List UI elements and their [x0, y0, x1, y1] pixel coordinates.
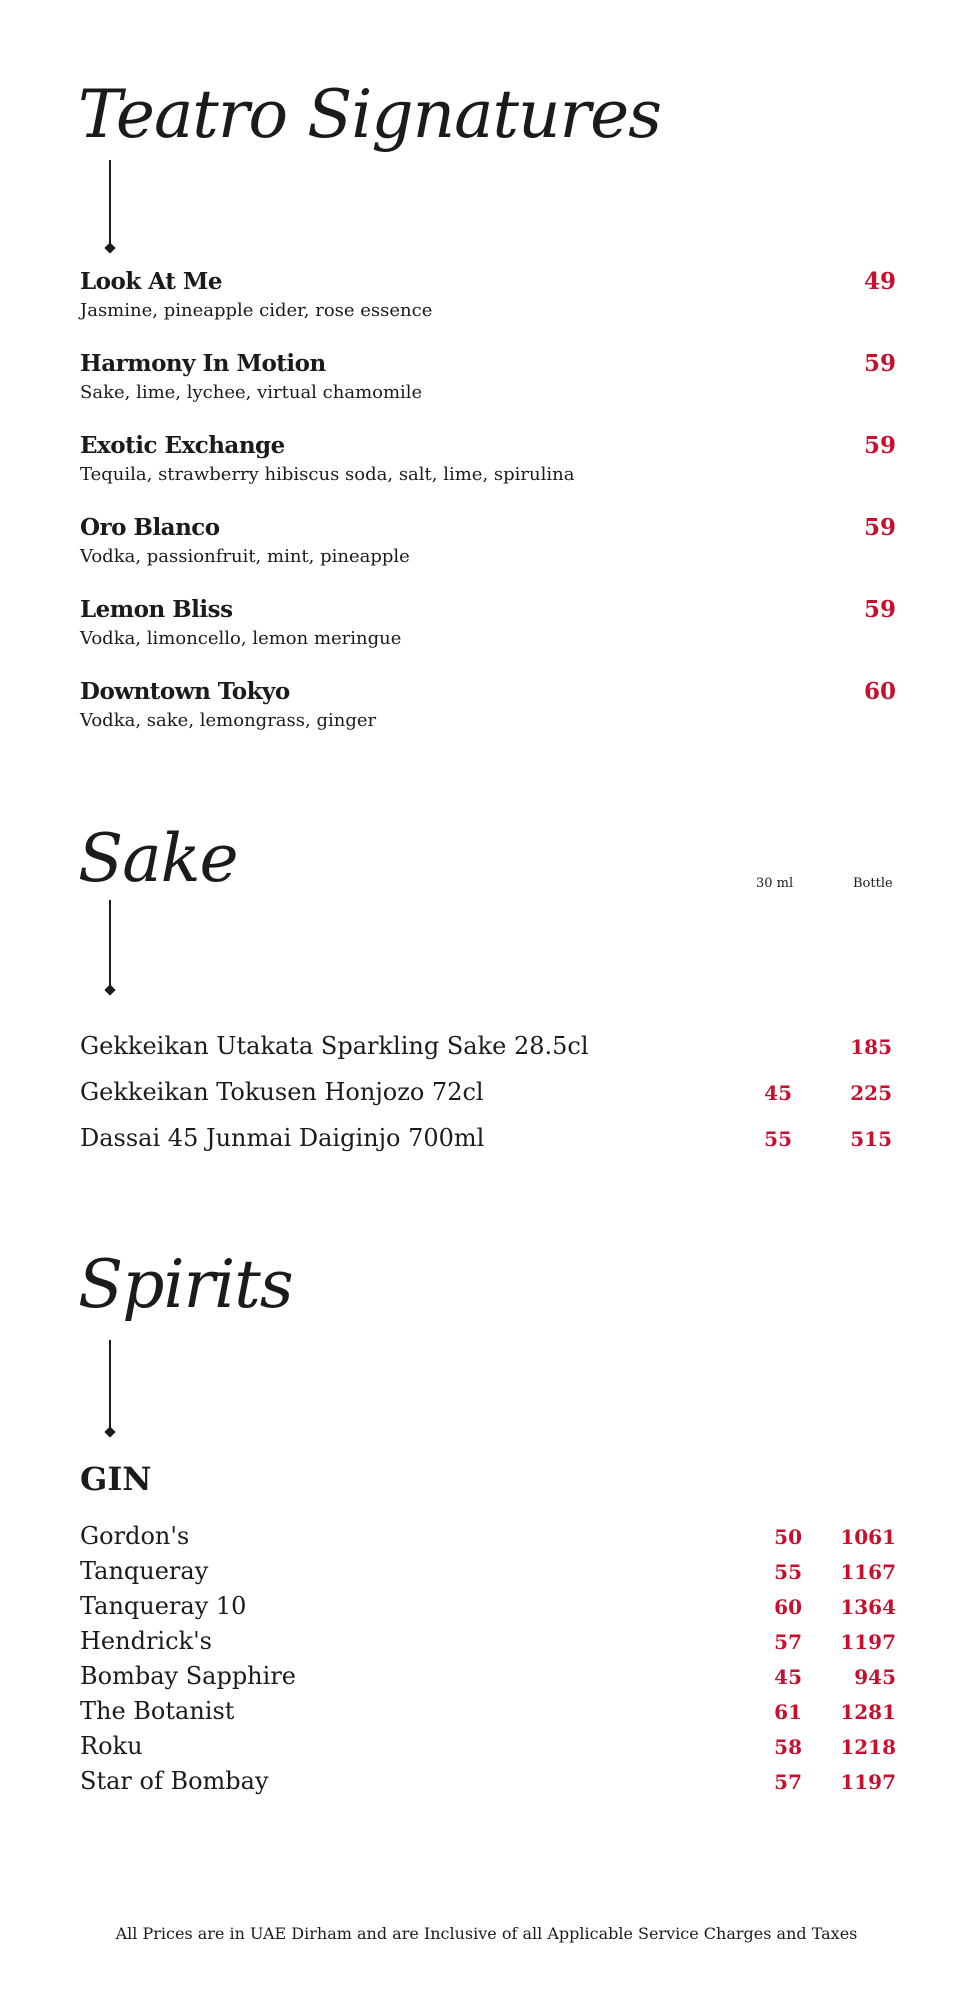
gin-price-glass: 55 — [774, 1560, 802, 1584]
item-price: 59 — [863, 596, 896, 623]
item-description: Sake, lime, lychee, virtual chamomile — [80, 382, 423, 403]
item-price: 49 — [863, 268, 896, 295]
ornament-diamond — [104, 1426, 115, 1437]
gin-price-bottle: 1061 — [840, 1525, 896, 1549]
gin-price-bottle: 1197 — [840, 1630, 896, 1654]
item-name: Look At Me — [80, 268, 222, 295]
gin-price-glass: 45 — [774, 1665, 802, 1689]
item-description: Tequila, strawberry hibiscus soda, salt, lime, spirulina — [80, 464, 575, 485]
gin-name: Roku — [80, 1732, 143, 1760]
section-title-sake: Sake — [78, 820, 238, 897]
menu-item — [80, 350, 896, 410]
column-header-bottle: Bottle — [853, 876, 893, 891]
gin-name: The Botanist — [80, 1697, 235, 1725]
sake-price-30ml: 55 — [764, 1127, 792, 1151]
gin-price-bottle: 945 — [854, 1665, 896, 1689]
ornament-stem — [109, 900, 111, 990]
gin-price-glass: 57 — [774, 1770, 802, 1794]
gin-price-bottle: 1167 — [840, 1560, 896, 1584]
ornament-diamond — [104, 242, 115, 253]
gin-price-glass: 57 — [774, 1630, 802, 1654]
gin-price-bottle: 1364 — [840, 1595, 896, 1619]
ornament-diamond — [104, 984, 115, 995]
item-price: 59 — [863, 432, 896, 459]
footer-note: All Prices are in UAE Dirham and are Inclusive of all Applicable Service Charges and Taxes — [115, 1924, 858, 1943]
item-name: Downtown Tokyo — [80, 678, 290, 705]
gin-name: Hendrick's — [80, 1627, 212, 1655]
sake-price-bottle: 185 — [850, 1035, 892, 1059]
gin-price-bottle: 1281 — [840, 1700, 896, 1724]
gin-price-bottle: 1218 — [840, 1735, 896, 1759]
item-description: Vodka, passionfruit, mint, pineapple — [80, 546, 410, 567]
item-price: 59 — [863, 350, 896, 377]
item-description: Vodka, sake, lemongrass, ginger — [80, 710, 377, 731]
menu-item — [80, 678, 896, 738]
menu-item — [80, 596, 896, 656]
gin-price-bottle: 1197 — [840, 1770, 896, 1794]
gin-price-glass: 61 — [774, 1700, 802, 1724]
gin-price-glass: 60 — [774, 1595, 802, 1619]
item-price: 60 — [863, 678, 896, 705]
item-name: Exotic Exchange — [80, 432, 285, 459]
section-title-spirits: Spirits — [78, 1246, 293, 1323]
gin-name: Bombay Sapphire — [80, 1662, 296, 1690]
gin-name: Tanqueray — [80, 1557, 209, 1585]
gin-name: Gordon's — [80, 1522, 190, 1550]
item-description: Vodka, limoncello, lemon meringue — [80, 628, 402, 649]
item-name: Lemon Bliss — [80, 596, 233, 623]
sake-price-30ml: 45 — [764, 1081, 792, 1105]
menu-item — [80, 432, 896, 492]
gin-price-glass: 50 — [774, 1525, 802, 1549]
sake-name: Dassai 45 Junmai Daiginjo 700ml — [80, 1124, 485, 1152]
section-title-signatures: Teatro Signatures — [78, 76, 662, 153]
gin-name: Star of Bombay — [80, 1767, 269, 1795]
item-name: Harmony In Motion — [80, 350, 326, 377]
sake-price-bottle: 225 — [850, 1081, 892, 1105]
sake-name: Gekkeikan Tokusen Honjozo 72cl — [80, 1078, 484, 1106]
menu-item — [80, 268, 896, 328]
menu-item — [80, 514, 896, 574]
item-description: Jasmine, pineapple cider, rose essence — [80, 300, 433, 321]
ornament-stem — [109, 160, 111, 246]
ornament-stem — [109, 1340, 111, 1432]
gin-name: Tanqueray 10 — [80, 1592, 247, 1620]
gin-heading: GIN — [80, 1460, 152, 1498]
gin-price-glass: 58 — [774, 1735, 802, 1759]
item-price: 59 — [863, 514, 896, 541]
item-name: Oro Blanco — [80, 514, 220, 541]
column-header-30ml: 30 ml — [756, 876, 794, 891]
sake-name: Gekkeikan Utakata Sparkling Sake 28.5cl — [80, 1032, 589, 1060]
sake-price-bottle: 515 — [850, 1127, 892, 1151]
